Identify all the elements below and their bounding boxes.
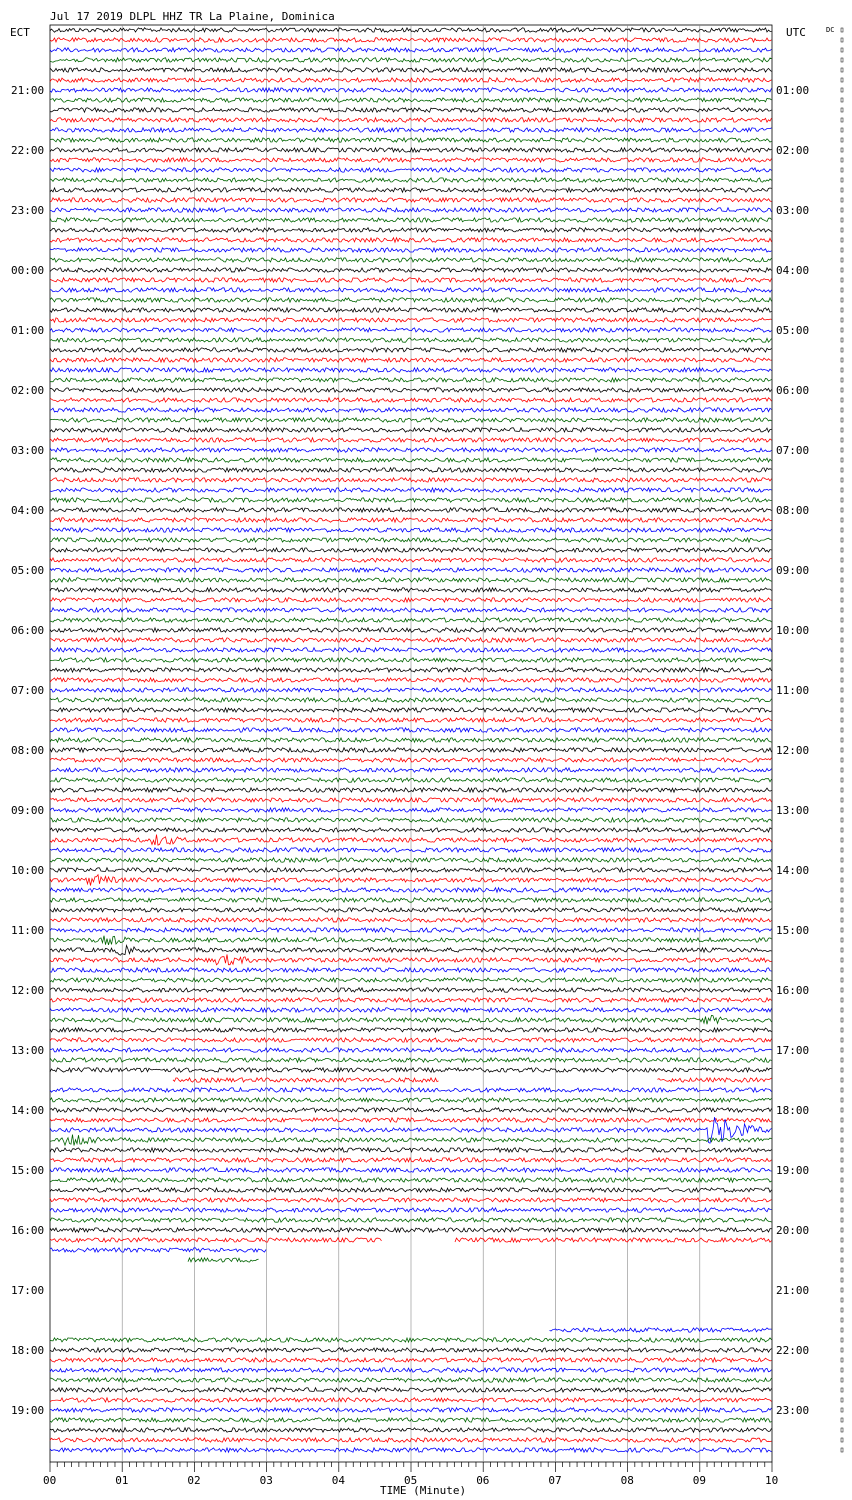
dc-marker bbox=[841, 1388, 843, 1392]
dc-marker bbox=[841, 748, 843, 752]
dc-marker bbox=[841, 948, 843, 952]
dc-marker bbox=[841, 1158, 843, 1162]
dc-marker bbox=[841, 1138, 843, 1142]
dc-marker bbox=[841, 688, 843, 692]
dc-marker bbox=[841, 378, 843, 382]
dc-marker bbox=[841, 858, 843, 862]
dc-marker bbox=[841, 868, 843, 872]
dc-marker bbox=[841, 1108, 843, 1112]
trace-row-130 bbox=[550, 1328, 772, 1332]
dc-marker bbox=[841, 1408, 843, 1412]
left-hour-label: 14:00 bbox=[11, 1104, 45, 1117]
dc-marker bbox=[841, 1128, 843, 1132]
dc-marker bbox=[841, 588, 843, 592]
dc-marker bbox=[841, 638, 843, 642]
right-hour-labels bbox=[776, 84, 809, 1417]
right-hour-label: 01:00 bbox=[776, 84, 810, 97]
dc-marker bbox=[841, 1278, 843, 1282]
left-hour-label: 10:00 bbox=[11, 864, 45, 877]
dc-marker bbox=[841, 1088, 843, 1092]
dc-marker bbox=[841, 978, 843, 982]
trace-row-122 bbox=[50, 1248, 266, 1252]
dc-marker bbox=[841, 278, 843, 282]
x-tick-label: 04 bbox=[331, 1474, 346, 1487]
dc-marker bbox=[841, 438, 843, 442]
dc-marker bbox=[841, 1188, 843, 1192]
dc-marker bbox=[841, 238, 843, 242]
dc-marker bbox=[841, 338, 843, 342]
left-hour-label: 12:00 bbox=[11, 984, 45, 997]
dc-marker bbox=[841, 478, 843, 482]
right-hour-label: 10:00 bbox=[776, 624, 810, 637]
dc-marker bbox=[841, 298, 843, 302]
left-hour-label: 16:00 bbox=[11, 1224, 45, 1237]
dc-marker bbox=[841, 1318, 843, 1322]
x-tick-label: 01 bbox=[115, 1474, 129, 1487]
right-hour-label: 20:00 bbox=[776, 1224, 810, 1237]
left-hour-label: 23:00 bbox=[11, 204, 45, 217]
dc-marker bbox=[841, 898, 843, 902]
dc-marker bbox=[841, 38, 843, 42]
right-hour-label: 04:00 bbox=[776, 264, 810, 277]
dc-marker bbox=[841, 618, 843, 622]
dc-marker bbox=[841, 1238, 843, 1242]
dc-marker bbox=[841, 1178, 843, 1182]
left-hour-label: 04:00 bbox=[11, 504, 45, 517]
right-hour-label: 19:00 bbox=[776, 1164, 810, 1177]
right-hour-label: 07:00 bbox=[776, 444, 810, 457]
dc-marker bbox=[841, 258, 843, 262]
dc-label: DC bbox=[826, 26, 835, 34]
right-hour-label: 12:00 bbox=[776, 744, 810, 757]
dc-marker bbox=[841, 1218, 843, 1222]
dc-marker bbox=[841, 788, 843, 792]
dc-marker bbox=[841, 98, 843, 102]
dc-marker bbox=[841, 1358, 843, 1362]
dc-marker bbox=[841, 268, 843, 272]
dc-marker bbox=[841, 598, 843, 602]
dc-marker bbox=[841, 708, 843, 712]
left-hour-label: 11:00 bbox=[11, 924, 45, 937]
right-hour-label: 23:00 bbox=[776, 1404, 810, 1417]
trace-row-123 bbox=[188, 1258, 259, 1262]
dc-marker bbox=[841, 398, 843, 402]
dc-marker bbox=[841, 988, 843, 992]
dc-marker bbox=[841, 368, 843, 372]
dc-marker bbox=[841, 1078, 843, 1082]
dc-marker bbox=[841, 498, 843, 502]
dc-marker bbox=[841, 1418, 843, 1422]
dc-marker bbox=[841, 1028, 843, 1032]
dc-marker bbox=[841, 118, 843, 122]
dc-marker bbox=[841, 1068, 843, 1072]
dc-marker bbox=[841, 938, 843, 942]
dc-marker bbox=[841, 1308, 843, 1312]
right-axis-label: UTC bbox=[786, 26, 806, 39]
right-hour-label: 05:00 bbox=[776, 324, 810, 337]
dc-marker bbox=[841, 1378, 843, 1382]
dc-marker bbox=[841, 628, 843, 632]
x-axis-ticks bbox=[43, 1462, 778, 1487]
dc-marker bbox=[841, 178, 843, 182]
x-axis-label: TIME (Minute) bbox=[380, 1484, 467, 1497]
dc-marker bbox=[841, 798, 843, 802]
dc-marker bbox=[841, 838, 843, 842]
dc-marker bbox=[841, 1338, 843, 1342]
dc-marker bbox=[841, 808, 843, 812]
dc-marker bbox=[841, 778, 843, 782]
dc-marker bbox=[841, 1058, 843, 1062]
dc-marker bbox=[841, 578, 843, 582]
left-hour-label: 07:00 bbox=[11, 684, 45, 697]
right-hour-label: 18:00 bbox=[776, 1104, 810, 1117]
right-hour-label: 03:00 bbox=[776, 204, 810, 217]
left-hour-label: 05:00 bbox=[11, 564, 45, 577]
left-axis-label: ECT bbox=[10, 26, 30, 39]
trace-row-105 bbox=[173, 1078, 772, 1082]
dc-marker bbox=[841, 998, 843, 1002]
dc-marker bbox=[841, 78, 843, 82]
dc-marker bbox=[841, 928, 843, 932]
dc-marker bbox=[841, 1248, 843, 1252]
dc-marker bbox=[841, 138, 843, 142]
dc-marker bbox=[841, 348, 843, 352]
dc-marker bbox=[841, 728, 843, 732]
dc-marker bbox=[841, 428, 843, 432]
dc-markers bbox=[841, 28, 843, 1452]
dc-marker bbox=[841, 818, 843, 822]
left-hour-label: 09:00 bbox=[11, 804, 45, 817]
dc-marker bbox=[841, 508, 843, 512]
x-tick-label: 06 bbox=[476, 1474, 490, 1487]
dc-marker bbox=[841, 288, 843, 292]
left-hour-label: 02:00 bbox=[11, 384, 45, 397]
left-hour-label: 06:00 bbox=[11, 624, 45, 637]
dc-marker bbox=[841, 1268, 843, 1272]
dc-marker bbox=[841, 148, 843, 152]
dc-marker bbox=[841, 908, 843, 912]
dc-marker bbox=[841, 1148, 843, 1152]
right-hour-label: 06:00 bbox=[776, 384, 810, 397]
dc-marker bbox=[841, 558, 843, 562]
x-tick-label: 09 bbox=[692, 1474, 707, 1487]
x-tick-label: 05 bbox=[404, 1474, 418, 1487]
dc-marker bbox=[841, 448, 843, 452]
dc-marker bbox=[841, 1008, 843, 1012]
left-hour-label: 22:00 bbox=[11, 144, 45, 157]
dc-marker bbox=[841, 1018, 843, 1022]
dc-marker bbox=[841, 528, 843, 532]
right-hour-label: 11:00 bbox=[776, 684, 810, 697]
dc-marker bbox=[841, 698, 843, 702]
dc-marker bbox=[841, 248, 843, 252]
dc-marker bbox=[841, 1438, 843, 1442]
dc-marker bbox=[841, 1288, 843, 1292]
left-hour-label: 21:00 bbox=[11, 84, 45, 97]
dc-marker bbox=[841, 1328, 843, 1332]
left-hour-label: 01:00 bbox=[11, 324, 45, 337]
dc-marker bbox=[841, 218, 843, 222]
left-hour-label: 08:00 bbox=[11, 744, 45, 757]
left-hour-labels bbox=[11, 84, 44, 1417]
dc-marker bbox=[841, 1428, 843, 1432]
dc-marker bbox=[841, 1258, 843, 1262]
dc-marker bbox=[841, 88, 843, 92]
dc-marker bbox=[841, 1098, 843, 1102]
dc-marker bbox=[841, 108, 843, 112]
dc-marker bbox=[841, 1118, 843, 1122]
left-hour-label: 13:00 bbox=[11, 1044, 45, 1057]
dc-marker bbox=[841, 848, 843, 852]
dc-marker bbox=[841, 1448, 843, 1452]
dc-marker bbox=[841, 888, 843, 892]
dc-marker bbox=[841, 828, 843, 832]
dc-marker bbox=[841, 608, 843, 612]
dc-marker bbox=[841, 318, 843, 322]
right-hour-label: 13:00 bbox=[776, 804, 810, 817]
right-hour-label: 21:00 bbox=[776, 1284, 810, 1297]
right-hour-label: 09:00 bbox=[776, 564, 810, 577]
dc-marker bbox=[841, 198, 843, 202]
dc-marker bbox=[841, 458, 843, 462]
right-hour-label: 17:00 bbox=[776, 1044, 810, 1057]
dc-marker bbox=[841, 678, 843, 682]
dc-marker bbox=[841, 568, 843, 572]
left-hour-label: 15:00 bbox=[11, 1164, 45, 1177]
left-hour-label: 00:00 bbox=[11, 264, 45, 277]
dc-marker bbox=[841, 328, 843, 332]
right-hour-label: 08:00 bbox=[776, 504, 810, 517]
dc-marker bbox=[841, 488, 843, 492]
dc-marker bbox=[841, 228, 843, 232]
right-hour-label: 14:00 bbox=[776, 864, 810, 877]
dc-marker bbox=[841, 1348, 843, 1352]
dc-marker bbox=[841, 1398, 843, 1402]
dc-marker bbox=[841, 468, 843, 472]
dc-marker bbox=[841, 668, 843, 672]
dc-marker bbox=[841, 308, 843, 312]
right-hour-label: 02:00 bbox=[776, 144, 810, 157]
dc-marker bbox=[841, 758, 843, 762]
dc-marker bbox=[841, 1228, 843, 1232]
dc-marker bbox=[841, 168, 843, 172]
dc-marker bbox=[841, 358, 843, 362]
dc-marker bbox=[841, 48, 843, 52]
x-tick-label: 02 bbox=[187, 1474, 201, 1487]
dc-marker bbox=[841, 1368, 843, 1372]
x-tick-label: 10 bbox=[765, 1474, 779, 1487]
chart-title: Jul 17 2019 DLPL HHZ TR La Plaine, Dominica bbox=[50, 10, 335, 23]
dc-marker bbox=[841, 158, 843, 162]
x-tick-label: 08 bbox=[620, 1474, 634, 1487]
x-tick-label: 00 bbox=[43, 1474, 57, 1487]
dc-marker bbox=[841, 188, 843, 192]
dc-marker bbox=[841, 918, 843, 922]
dc-marker bbox=[841, 1198, 843, 1202]
right-hour-label: 22:00 bbox=[776, 1344, 810, 1357]
dc-marker bbox=[841, 718, 843, 722]
dc-marker bbox=[841, 1048, 843, 1052]
dc-marker bbox=[841, 1208, 843, 1212]
dc-marker bbox=[841, 1038, 843, 1042]
dc-marker bbox=[841, 68, 843, 72]
right-hour-label: 16:00 bbox=[776, 984, 810, 997]
left-hour-label: 17:00 bbox=[11, 1284, 45, 1297]
dc-marker bbox=[841, 418, 843, 422]
dc-marker bbox=[841, 128, 843, 132]
dc-marker bbox=[841, 878, 843, 882]
dc-marker bbox=[841, 538, 843, 542]
dc-marker bbox=[841, 388, 843, 392]
dc-marker bbox=[841, 548, 843, 552]
dc-marker bbox=[841, 658, 843, 662]
left-hour-label: 19:00 bbox=[11, 1404, 45, 1417]
dc-marker bbox=[841, 958, 843, 962]
dc-marker bbox=[841, 1298, 843, 1302]
dc-marker bbox=[841, 738, 843, 742]
x-tick-label: 03 bbox=[259, 1474, 273, 1487]
dc-marker bbox=[841, 28, 843, 32]
dc-marker bbox=[841, 58, 843, 62]
dc-marker bbox=[841, 1168, 843, 1172]
right-hour-label: 15:00 bbox=[776, 924, 810, 937]
dc-marker bbox=[841, 768, 843, 772]
dc-marker bbox=[841, 968, 843, 972]
dc-marker bbox=[841, 208, 843, 212]
dc-marker bbox=[841, 648, 843, 652]
left-hour-label: 03:00 bbox=[11, 444, 45, 457]
dc-marker bbox=[841, 518, 843, 522]
left-hour-label: 18:00 bbox=[11, 1344, 45, 1357]
dc-marker bbox=[841, 408, 843, 412]
x-tick-label: 07 bbox=[548, 1474, 562, 1487]
